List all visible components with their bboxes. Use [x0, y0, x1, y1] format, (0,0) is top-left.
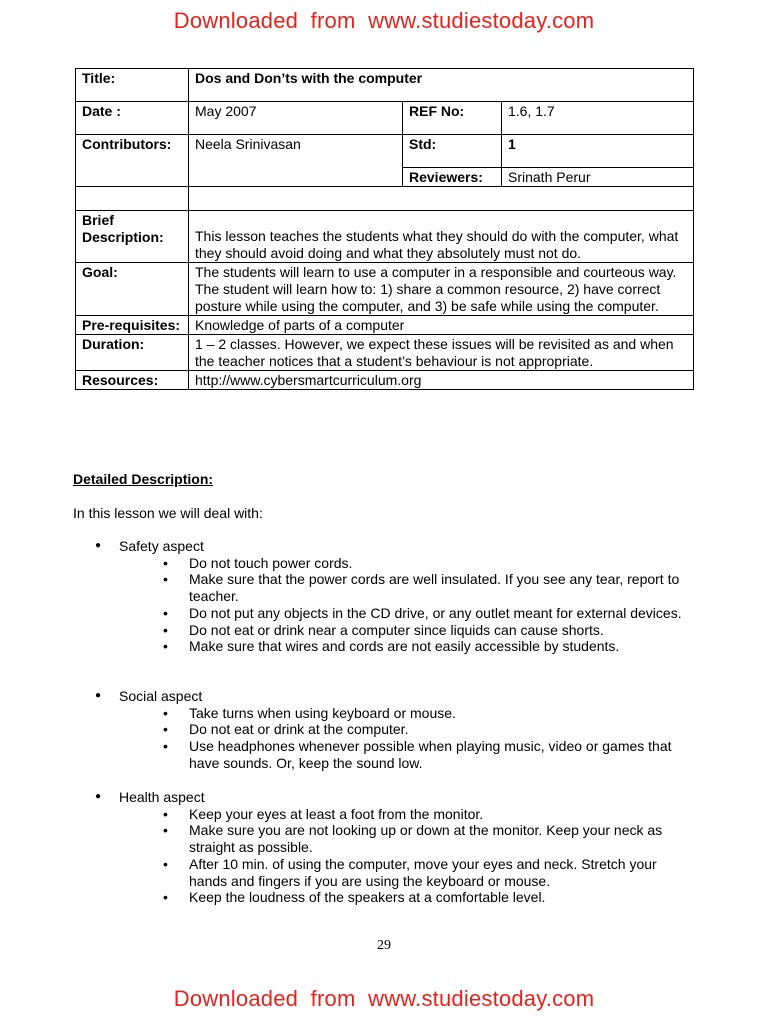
prereq-label: Pre-requisites: [76, 316, 189, 335]
social-topic [73, 688, 713, 772]
contributors-value: Neela Srinivasan [189, 135, 403, 187]
list-item: • Use headphones whenever possible when playing music, video or games that have sounds. Or, keep the sound low. [73, 738, 689, 771]
date-value: May 2007 [189, 102, 403, 135]
list-item: • Do not eat or drink at the computer. [73, 721, 689, 738]
duration-label: Duration: [76, 335, 189, 371]
goal-value: The students will learn to use a computer in a responsible and courteous way. The student will learn how to: 1) share a common resource, 2) have correct posture while using the computer, and 3) be safe while using the computer. [189, 263, 694, 316]
social-list [73, 705, 713, 772]
list-item: • Keep your eyes at least a foot from the monitor. [73, 806, 689, 823]
lesson-meta-table [75, 68, 694, 390]
safety-heading: ● Safety aspect [73, 538, 713, 555]
page-number: 29 [377, 938, 391, 953]
health-heading: ● Health aspect [73, 789, 713, 806]
prereq-value: Knowledge of parts of a computer [189, 316, 694, 335]
resources-label: Resources: [76, 371, 189, 390]
empty-cell [189, 187, 694, 211]
list-item: • Make sure that wires and cords are not easily accessible by students. [73, 638, 689, 655]
list-item: • Do not eat or drink near a computer since liquids can cause shorts. [73, 622, 689, 639]
safety-list [73, 555, 713, 655]
empty-cell [76, 187, 189, 211]
list-item: • Do not touch power cords. [73, 555, 689, 572]
title-label: Title: [76, 69, 189, 102]
resources-link[interactable]: http://www.cybersmartcurriculum.org [189, 371, 694, 390]
intro-text: In this lesson we will deal with: [73, 505, 263, 521]
brief-row [76, 211, 694, 263]
health-list [73, 806, 713, 906]
watermark-bottom: Downloaded from www.studiestoday.com [173, 986, 595, 1011]
ref-label: REF No: [403, 102, 502, 135]
duration-value: 1 – 2 classes. However, we expect these issues will be revisited as and when the teacher notices that a student’s behaviour is not appropriate. [189, 335, 694, 371]
contributors-label: Contributors: [76, 135, 189, 187]
section-heading: Detailed Description: [73, 471, 214, 487]
list-item: • Make sure you are not looking up or down at the monitor. Keep your neck as straight as possible. [73, 822, 689, 855]
list-item: • Do not put any objects in the CD drive, or any outlet meant for external devices. [73, 605, 689, 622]
std-value: 1 [502, 135, 694, 168]
date-row [76, 102, 694, 135]
ref-value: 1.6, 1.7 [502, 102, 694, 135]
resources-row [76, 371, 694, 390]
std-label: Std: [403, 135, 502, 168]
goal-row [76, 263, 694, 316]
contributors-row [76, 135, 694, 168]
reviewers-label: Reviewers: [403, 168, 502, 187]
brief-value: This lesson teaches the students what they should do with the computer, what they should avoid doing and what they absolutely must not do. [189, 211, 694, 263]
watermark-top: Downloaded from www.studiestoday.com [173, 8, 595, 33]
duration-row [76, 335, 694, 371]
health-topic [73, 789, 713, 906]
prereq-row [76, 316, 694, 335]
social-heading: ● Social aspect [73, 688, 713, 705]
reviewers-value: Srinath Perur [502, 168, 694, 187]
title-value: Dos and Don’ts with the computer [189, 69, 694, 102]
list-item: • Take turns when using keyboard or mouse. [73, 705, 689, 722]
safety-topic [73, 538, 713, 655]
list-item: • After 10 min. of using the computer, move your eyes and neck. Stretch your hands and fingers if you are using the keyboard or mouse. [73, 856, 689, 889]
date-label: Date : [76, 102, 189, 135]
title-row [76, 69, 694, 102]
empty-row [76, 187, 694, 211]
brief-label: Brief Description: [76, 211, 189, 263]
list-item: • Keep the loudness of the speakers at a comfortable level. [73, 889, 689, 906]
goal-label: Goal: [76, 263, 189, 316]
list-item: • Make sure that the power cords are well insulated. If you see any tear, report to teacher. [73, 571, 689, 604]
